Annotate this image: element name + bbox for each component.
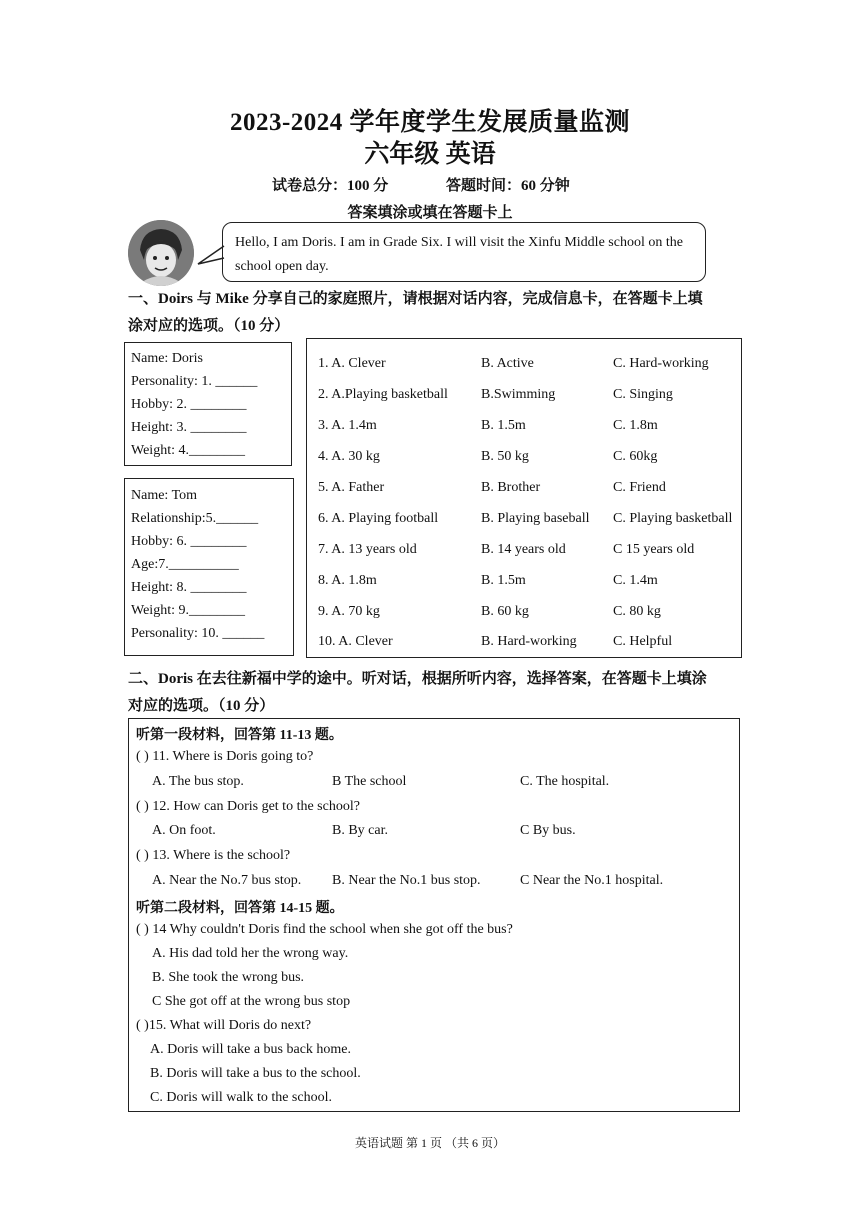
question-14-choice-a: A. His dad told her the wrong way. xyxy=(152,946,349,961)
info-card-doris xyxy=(124,342,292,466)
option-a: 8. A. 1.8m xyxy=(318,573,377,588)
option-b: B. Hard-working xyxy=(481,634,577,649)
card2-height: Height: 8. ________ xyxy=(131,580,247,595)
choice-b: B. By car. xyxy=(332,823,388,838)
section1-title-line1: 一、Doirs 与 Mike 分享自己的家庭照片，请根据对话内容，完成信息卡，在答题卡上填 xyxy=(128,291,703,307)
info-card-tom xyxy=(124,478,294,656)
option-c: C. Friend xyxy=(613,480,666,495)
choice-c: C Near the No.1 hospital. xyxy=(520,873,664,888)
total-score: 试卷总分：100 分 xyxy=(272,178,389,194)
section1-title-line2: 涂对应的选项。（10 分） xyxy=(128,318,290,334)
option-c: C. Singing xyxy=(613,387,673,402)
doris-avatar xyxy=(128,220,194,286)
choice-a: A. On foot. xyxy=(152,823,216,838)
question-11: ( ) 11. Where is Doris going to? xyxy=(136,749,314,764)
question-13: ( ) 13. Where is the school? xyxy=(136,848,291,863)
part2-title: 听第二段材料，回答第 14-15 题。 xyxy=(136,901,344,916)
option-a: 6. A. Playing football xyxy=(318,511,439,526)
part1-title: 听第一段材料，回答第 11-13 题。 xyxy=(136,728,343,743)
option-b: B. Playing baseball xyxy=(481,511,590,526)
card2-name: Name: Tom xyxy=(131,488,198,503)
option-c: C. 80 kg xyxy=(613,604,661,619)
choice-b: B The school xyxy=(332,774,407,789)
option-c: C 15 years old xyxy=(613,542,695,557)
question-12: ( ) 12. How can Doris get to the school? xyxy=(136,799,360,814)
option-a: 7. A. 13 years old xyxy=(318,542,417,557)
card1-personality: Personality: 1. ______ xyxy=(131,374,258,389)
card1-height: Height: 3. ________ xyxy=(131,420,247,435)
choice-a: A. Near the No.7 bus stop. xyxy=(152,873,302,888)
question-15: ( )15. What will Doris do next? xyxy=(136,1018,312,1033)
card2-relationship: Relationship:5.______ xyxy=(131,511,259,526)
option-b: B. Active xyxy=(481,356,534,371)
option-c: C. 1.4m xyxy=(613,573,658,588)
option-a: 3. A. 1.4m xyxy=(318,418,377,433)
choice-b: B. Near the No.1 bus stop. xyxy=(332,873,481,888)
choice-c: C. The hospital. xyxy=(520,774,610,789)
option-a: 4. A. 30 kg xyxy=(318,449,380,464)
question-14-choice-b: B. She took the wrong bus. xyxy=(152,970,305,985)
section2-title-line2: 对应的选项。（10 分） xyxy=(128,698,275,714)
card1-hobby: Hobby: 2. ________ xyxy=(131,397,247,412)
question-15-choice-b: B. Doris will take a bus to the school. xyxy=(150,1066,361,1081)
card1-weight: Weight: 4.________ xyxy=(131,443,245,458)
answer-time: 答题时间：60 分钟 xyxy=(446,178,570,194)
option-b: B. 14 years old xyxy=(481,542,566,557)
option-b: B. 1.5m xyxy=(481,573,526,588)
answer-note: 答案填涂或填在答题卡上 xyxy=(347,205,513,221)
question-15-choice-a: A. Doris will take a bus back home. xyxy=(150,1042,352,1057)
choice-c: C By bus. xyxy=(520,823,576,838)
option-b: B.Swimming xyxy=(481,387,556,402)
option-b: B. 50 kg xyxy=(481,449,529,464)
exam-subtitle: 六年级 英语 xyxy=(364,141,496,168)
option-a: 2. A.Playing basketball xyxy=(318,387,448,402)
question-15-choice-c: C. Doris will walk to the school. xyxy=(150,1090,332,1105)
option-c: C. 1.8m xyxy=(613,418,658,433)
option-c: C. Playing basketball xyxy=(613,511,733,526)
page-footer: 英语试题 第 1 页 （共 6 页） xyxy=(354,1136,505,1150)
card2-hobby: Hobby: 6. ________ xyxy=(131,534,247,549)
card2-weight: Weight: 9.________ xyxy=(131,603,245,618)
option-b: B. Brother xyxy=(481,480,541,495)
section2-title-line1: 二、Doris 在去往新福中学的途中。听对话，根据所听内容，选择答案，在答题卡上填涂 xyxy=(128,671,707,687)
option-c: C. 60kg xyxy=(613,449,658,464)
option-a: 5. A. Father xyxy=(318,480,385,495)
option-a: 1. A. Clever xyxy=(318,356,386,371)
option-b: B. 1.5m xyxy=(481,418,526,433)
intro-speech-bubble: Hello, I am Doris. I am in Grade Six. I will visit the Xinfu Middle school on the school open day. xyxy=(222,222,706,282)
option-a: 9. A. 70 kg xyxy=(318,604,380,619)
option-c: C. Hard-working xyxy=(613,356,709,371)
card2-personality: Personality: 10. ______ xyxy=(131,626,265,641)
option-c: C. Helpful xyxy=(613,634,673,649)
choice-a: A. The bus stop. xyxy=(152,774,244,789)
question-14: ( ) 14 Why couldn't Doris find the school when she got off the bus? xyxy=(136,922,513,937)
exam-title: 2023-2024 学年度学生发展质量监测 xyxy=(229,109,631,136)
question-14-choice-c: C She got off at the wrong bus stop xyxy=(152,994,351,1009)
option-a: 10. A. Clever xyxy=(318,634,393,649)
option-b: B. 60 kg xyxy=(481,604,529,619)
card2-age: Age:7.__________ xyxy=(131,557,239,572)
card1-name: Name: Doris xyxy=(131,351,203,366)
